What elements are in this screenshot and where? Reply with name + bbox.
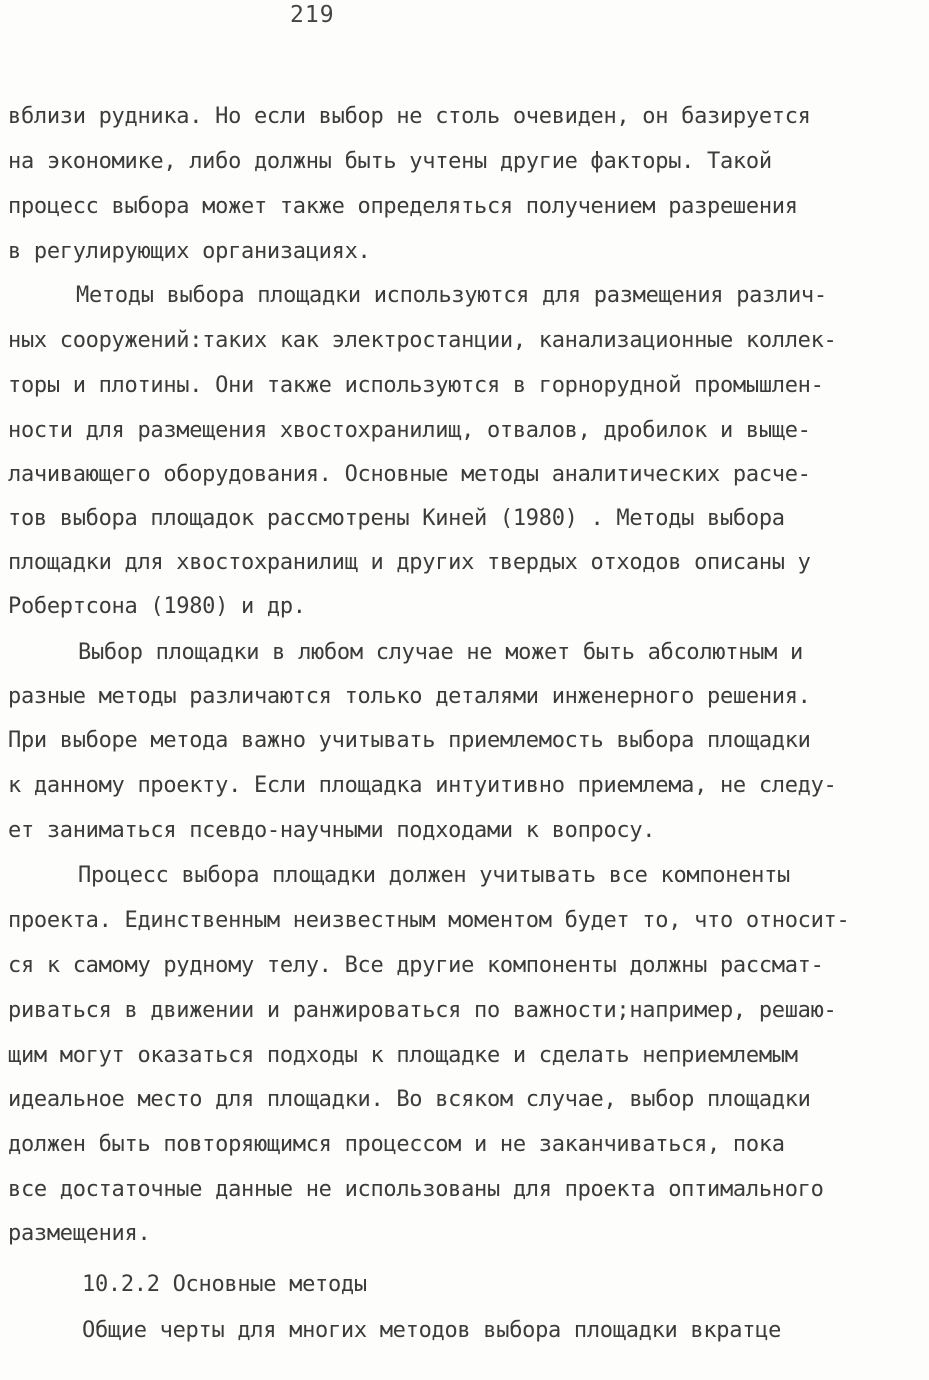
text-line: риваться в движении и ранжироваться по важности;например, решаю- bbox=[8, 998, 837, 1023]
text-line: При выборе метода важно учитывать приемлемость выбора площадки bbox=[8, 728, 811, 753]
text-line: Методы выбора площадки используются для размещения различ- bbox=[76, 283, 827, 308]
text-line: в регулирующих организациях. bbox=[8, 239, 371, 264]
text-line: Общие черты для многих методов выбора площадки вкратце bbox=[82, 1318, 782, 1343]
text-line: лачивающего оборудования. Основные методы аналитических расче- bbox=[8, 462, 811, 487]
text-line: размещения. bbox=[8, 1221, 151, 1246]
text-line: вблизи рудника. Но если выбор не столь очевиден, он базируется bbox=[8, 104, 811, 129]
text-line: Процесс выбора площадки должен учитывать все компоненты bbox=[78, 863, 790, 888]
text-line: Выбор площадки в любом случае не может быть абсолютным и bbox=[78, 640, 803, 665]
text-line: площадки для хвостохранилищ и других твердых отходов описаны у bbox=[8, 550, 811, 575]
text-line: ет заниматься псевдо-научными подходами к вопросу. bbox=[8, 818, 656, 843]
text-line: ных сооружений:таких как электростанции, канализационные коллек- bbox=[8, 328, 837, 353]
text-line: Робертсона (1980) и др. bbox=[8, 594, 306, 619]
text-line: ности для размещения хвостохранилищ, отвалов, дробилок и выще- bbox=[8, 418, 811, 443]
page-number: 219 bbox=[290, 2, 335, 28]
text-line: разные методы различаются только деталями инженерного решения. bbox=[8, 684, 811, 709]
text-line: все достаточные данные не использованы для проекта оптимального bbox=[8, 1177, 824, 1202]
section-heading: 10.2.2 Основные методы bbox=[82, 1272, 367, 1297]
text-line: должен быть повторяющимся процессом и не заканчиваться, пока bbox=[8, 1132, 785, 1157]
text-line: на экономике, либо должны быть учтены другие факторы. Такой bbox=[8, 149, 772, 174]
text-line: ся к самому рудному телу. Все другие компоненты должны рассмат- bbox=[8, 953, 824, 978]
text-line: к данному проекту. Если площадка интуитивно приемлема, не следу- bbox=[8, 773, 837, 798]
text-line: идеальное место для площадки. Во всяком случае, выбор площадки bbox=[8, 1087, 811, 1112]
text-line: проекта. Единственным неизвестным моментом будет то, что относит- bbox=[8, 908, 850, 933]
text-line: щим могут оказаться подходы к площадке и сделать неприемлемым bbox=[8, 1043, 798, 1068]
text-line: торы и плотины. Они также используются в горнорудной промышлен- bbox=[8, 373, 824, 398]
text-line: тов выбора площадок рассмотрены Киней (1980) . Методы выбора bbox=[8, 506, 785, 531]
text-line: процесс выбора может также определяться получением разрешения bbox=[8, 194, 798, 219]
